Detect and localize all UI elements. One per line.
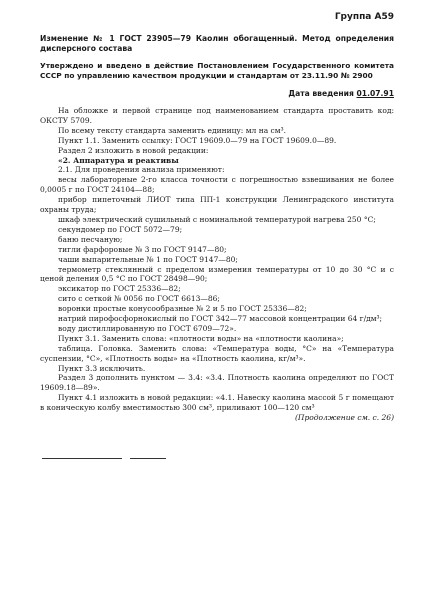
paragraph: 2.1. Для проведения анализа применяют:	[58, 165, 225, 175]
footer-rule-short	[130, 458, 166, 459]
paragraph: чаши выпарительные № 1 по ГОСТ 9147—80;	[58, 254, 238, 264]
paragraph: Пункт 3.1. Заменить слова: «плотности воды» на «плотности каолина»;	[58, 333, 344, 343]
group-code: Группа А59	[334, 12, 394, 22]
paragraph: Раздел 3 дополнить пунктом — 3.4: «3.4. Плотность каолина определяют по ГОСТ 19609.18—89».	[40, 373, 394, 393]
paragraph: Пункт 3.3 исключить.	[58, 363, 146, 373]
document-title: Изменение № 1 ГОСТ 23905—79 Каолин обогащенный. Метод определения дисперсного состава	[40, 34, 394, 53]
effective-date	[40, 89, 394, 98]
paragraph: баню песчаную;	[58, 234, 123, 244]
paragraph: натрий пирофосфорнокислый по ГОСТ 342—77 массовой концентрации 64 г/дм³;	[58, 314, 383, 324]
paragraph: Раздел 2 изложить в новой редакции:	[58, 145, 209, 155]
paragraph: прибор пипеточный ЛИОТ типа ПП-1 конструкции Ленинградского института охраны труда;	[40, 195, 394, 215]
paragraph: Пункт 1.1. Заменить ссылку: ГОСТ 19609.0—79 на ГОСТ 19609.0—89.	[58, 135, 337, 145]
paragraph: Пункт 4.1 изложить в новой редакции: «4.1. Навеску каолина массой 5 г помещают в коническую колбу вместимостью 300 см³, приливают 100—120 см³	[40, 393, 394, 413]
date-label: Дата введения	[288, 89, 354, 98]
paragraph: таблица. Головка. Заменить слова: «Температура воды, °С» на «Температура суспензии, °С», «Плотность воды» на «Плотность каолина, кг/м³».	[40, 343, 394, 363]
paragraph: секундомер по ГОСТ 5072—79;	[58, 224, 183, 234]
paragraph: термометр стеклянный с пределом измерения температуры от 10 до 30 °С и с ценой деления 0,5 °С по ГОСТ 28498—90;	[40, 264, 394, 284]
paragraph: весы лабораторные 2-го класса точности с погрешностью взвешивания не более 0,0005 г по ГОСТ 24104—88;	[40, 175, 394, 195]
paragraph: На обложке и первой странице под наименованием стандарта проставить код: ОКСТУ 5709.	[40, 106, 394, 125]
paragraph: воронки простые конусообразные № 2 и 5 по ГОСТ 25336—82;	[58, 304, 307, 314]
approval-note: Утверждено и введено в действие Постановлением Государственного комитета СССР по управлению качеством продукции и стандартам от 23.11.90 № 2900	[40, 61, 394, 80]
document-body	[40, 106, 394, 423]
section-heading: «2. Аппаратура и реактивы	[58, 155, 179, 165]
date-value: 01.07.91	[356, 89, 394, 98]
paragraph: По всему тексту стандарта заменить единицу: мл на см³.	[58, 125, 286, 135]
paragraph: тигли фарфоровые № 3 по ГОСТ 9147—80;	[58, 244, 227, 254]
paragraph: воду дистиллированную по ГОСТ 6709—72».	[58, 323, 237, 333]
paragraph: эксикатор по ГОСТ 25336—82;	[58, 284, 181, 294]
footer-rule	[42, 458, 122, 459]
paragraph: шкаф электрический сушильный с номинальной температурой нагрева 250 °С;	[58, 214, 376, 224]
paragraph: сито с сеткой № 0056 по ГОСТ 6613—86;	[58, 294, 220, 304]
continued-note: (Продолжение см. с. 26)	[294, 413, 394, 423]
